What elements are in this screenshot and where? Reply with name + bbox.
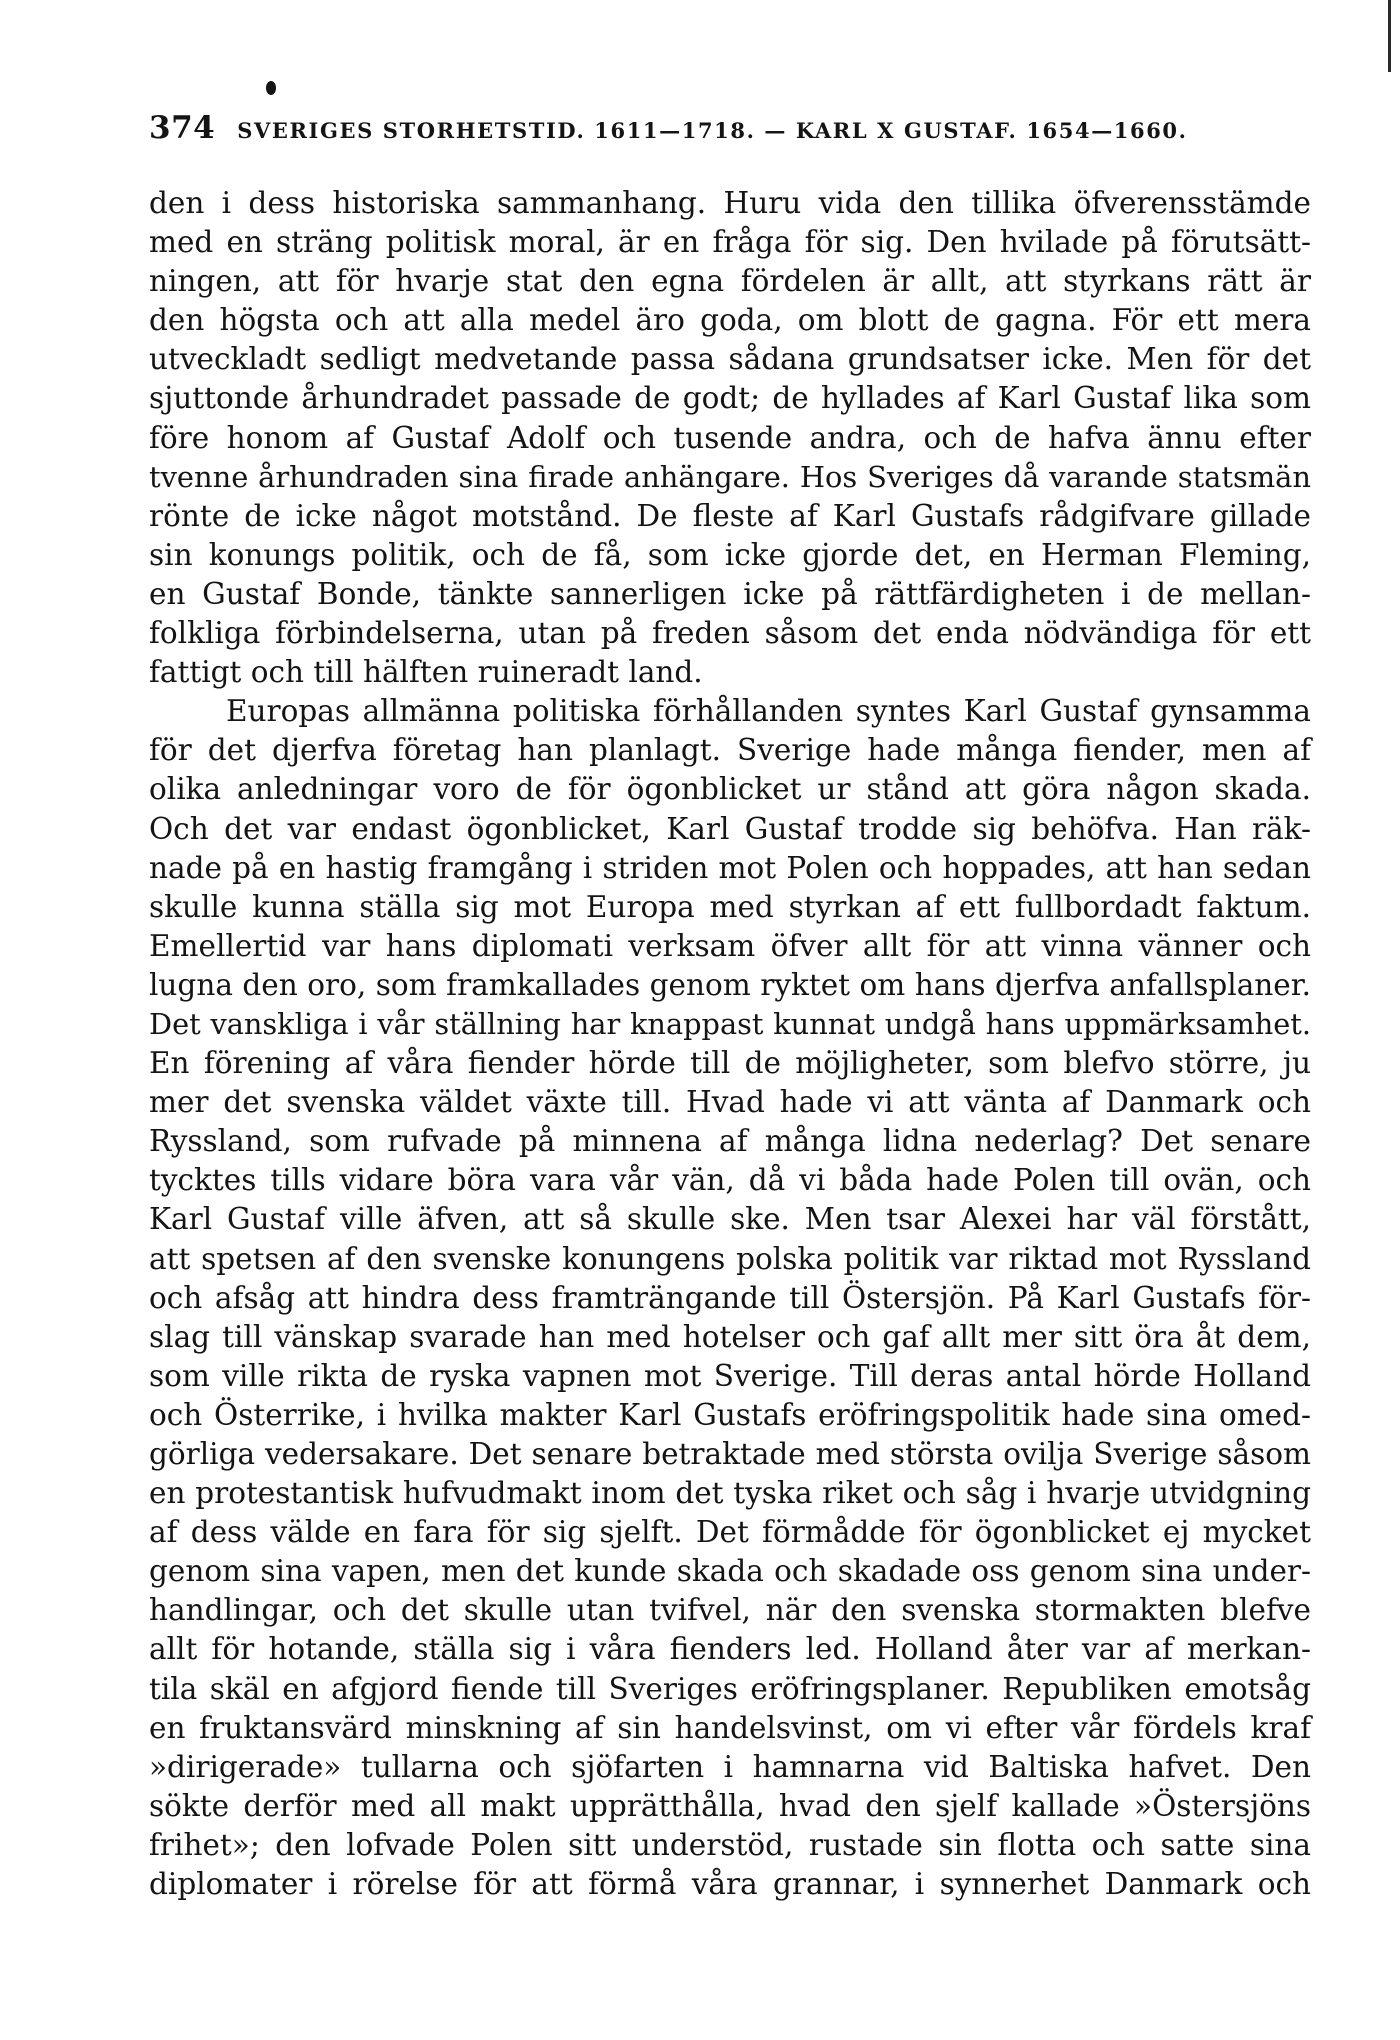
- running-head: [149, 110, 1249, 150]
- text-line: slag till vänskap svarade han med hotelser och gaf allt mer sitt öra åt dem,: [149, 1319, 1311, 1354]
- text-line-paragraph-start: Europas allmänna politiska förhållanden syntes Karl Gustaf gynsamma: [226, 694, 1311, 729]
- text-line: att spetsen af den svenske konungens polska politik var riktad mot Ryssland: [149, 1241, 1311, 1276]
- text-line: utveckladt sedligt medvetande passa sådana grundsatser icke. Men för det: [149, 342, 1311, 377]
- text-line: lugna den oro, som framkallades genom ryktet om hans djerfva anfallsplaner.: [149, 967, 1311, 1002]
- body-text: [149, 184, 1311, 1904]
- text-line: nade på en hastig framgång i striden mot Polen och hoppades, att han sedan: [149, 850, 1311, 885]
- text-line: Och det var endast ögonblicket, Karl Gustaf trodde sig behöfva. Han räk-: [149, 811, 1311, 846]
- text-line-paragraph-end: fattigt och till hälften ruineradt land.: [149, 655, 703, 690]
- text-line: handlingar, och det skulle utan tvifvel, när den svenska stormakten blefve: [149, 1593, 1311, 1628]
- text-line: en fruktansvärd minskning af sin handelsvinst, om vi efter vår fördels kraf: [149, 1710, 1311, 1745]
- page-edge-rule: [1388, 0, 1391, 72]
- text-line: En förening af våra fiender hörde till de möjligheter, som blefvo större, ju: [149, 1046, 1311, 1081]
- text-line: af dess välde en fara för sig sjelft. Det förmådde för ögonblicket ej mycket: [149, 1515, 1311, 1550]
- text-line: tila skäl en afgjord fiende till Sveriges eröfringsplaner. Republiken emotsåg: [149, 1671, 1311, 1706]
- text-line: skulle kunna ställa sig mot Europa med styrkan af ett fullbordadt faktum.: [149, 889, 1311, 924]
- text-line: ningen, att för hvarje stat den egna fördelen är allt, att styrkans rätt är: [149, 264, 1311, 299]
- text-line: allt för hotande, ställa sig i våra fienders led. Holland åter var af merkan-: [149, 1632, 1311, 1667]
- text-line: olika anledningar voro de för ögonblicket ur stånd att göra någon skada.: [149, 772, 1311, 807]
- text-line: med en sträng politisk moral, är en fråga för sig. Den hvilade på förutsätt-: [149, 225, 1311, 260]
- text-line: genom sina vapen, men det kunde skada och skadade oss genom sina under-: [149, 1554, 1311, 1589]
- text-line: som ville rikta de ryska vapnen mot Sverige. Till deras antal hörde Holland: [149, 1358, 1311, 1393]
- text-line: en protestantisk hufvudmakt inom det tyska riket och såg i hvarje utvidgning: [149, 1476, 1311, 1511]
- text-line: och afsåg att hindra dess framträngande till Östersjön. På Karl Gustafs för-: [149, 1280, 1311, 1315]
- text-line: mer det svenska väldet växte till. Hvad hade vi att vänta af Danmark och: [149, 1085, 1311, 1120]
- text-line: tvenne århundraden sina firade anhängare. Hos Sveriges då varande statsmän: [149, 459, 1311, 494]
- text-line: folkliga förbindelserna, utan på freden såsom det enda nödvändiga för ett: [149, 616, 1311, 651]
- text-line: den i dess historiska sammanhang. Huru vida den tillika öfverensstämde: [149, 186, 1311, 220]
- text-line: »dirigerade» tullarna och sjöfarten i hamnarna vid Baltiska hafvet. Den: [149, 1749, 1311, 1784]
- text-line: för det djerfva företag han planlagt. Sverige hade många fiender, men af: [149, 733, 1311, 768]
- text-line: en Gustaf Bonde, tänkte sannerligen icke på rättfärdigheten i de mellan-: [149, 576, 1311, 611]
- text-line: diplomater i rörelse för att förmå våra grannar, i synnerhet Danmark och: [149, 1867, 1311, 1902]
- text-line: sökte derför med all makt upprätthålla, hvad den sjelf kallade »Östersjöns: [149, 1788, 1311, 1823]
- text-line: frihet»; den lofvade Polen sitt understöd, rustade sin flotta och satte sina: [149, 1827, 1311, 1862]
- text-line: sjuttonde århundradet passade de godt; de hyllades af Karl Gustaf lika som: [149, 381, 1311, 416]
- text-line: tycktes tills vidare böra vara vår vän, då vi båda hade Polen till ovän, och: [149, 1163, 1311, 1198]
- text-line: rönte de icke något motstånd. De fleste af Karl Gustafs rådgifvare gillade: [149, 498, 1311, 533]
- text-line: Det vanskliga i vår ställning har knappast kunnat undgå hans uppmärksamhet.: [149, 1006, 1311, 1041]
- text-line: Karl Gustaf ville äfven, att så skulle ske. Men tsar Alexei har väl förstått,: [149, 1202, 1311, 1237]
- ink-dot-mark: [266, 81, 276, 95]
- text-line: den högsta och att alla medel äro goda, om blott de gagna. För ett mera: [149, 303, 1311, 338]
- text-line: före honom af Gustaf Adolf och tusende andra, och de hafva ännu efter: [149, 420, 1311, 455]
- page-number: 374: [149, 110, 216, 146]
- text-line: sin konungs politik, och de få, som icke gjorde det, en Herman Fleming,: [149, 537, 1311, 572]
- running-title: SVERIGES STORHETSTID. 1611—1718. — KARL X GUSTAF. 1654—1660.: [237, 118, 1188, 143]
- text-line: görliga vedersakare. Det senare betraktade med största ovilja Sverige såsom: [149, 1437, 1311, 1471]
- text-line: Ryssland, som rufvade på minnena af många lidna nederlag? Det senare: [149, 1124, 1311, 1159]
- text-line: Emellertid var hans diplomati verksam öfver allt för att vinna vänner och: [149, 928, 1311, 963]
- text-line: och Österrike, i hvilka makter Karl Gustafs eröfringspolitik hade sina omed-: [149, 1397, 1311, 1432]
